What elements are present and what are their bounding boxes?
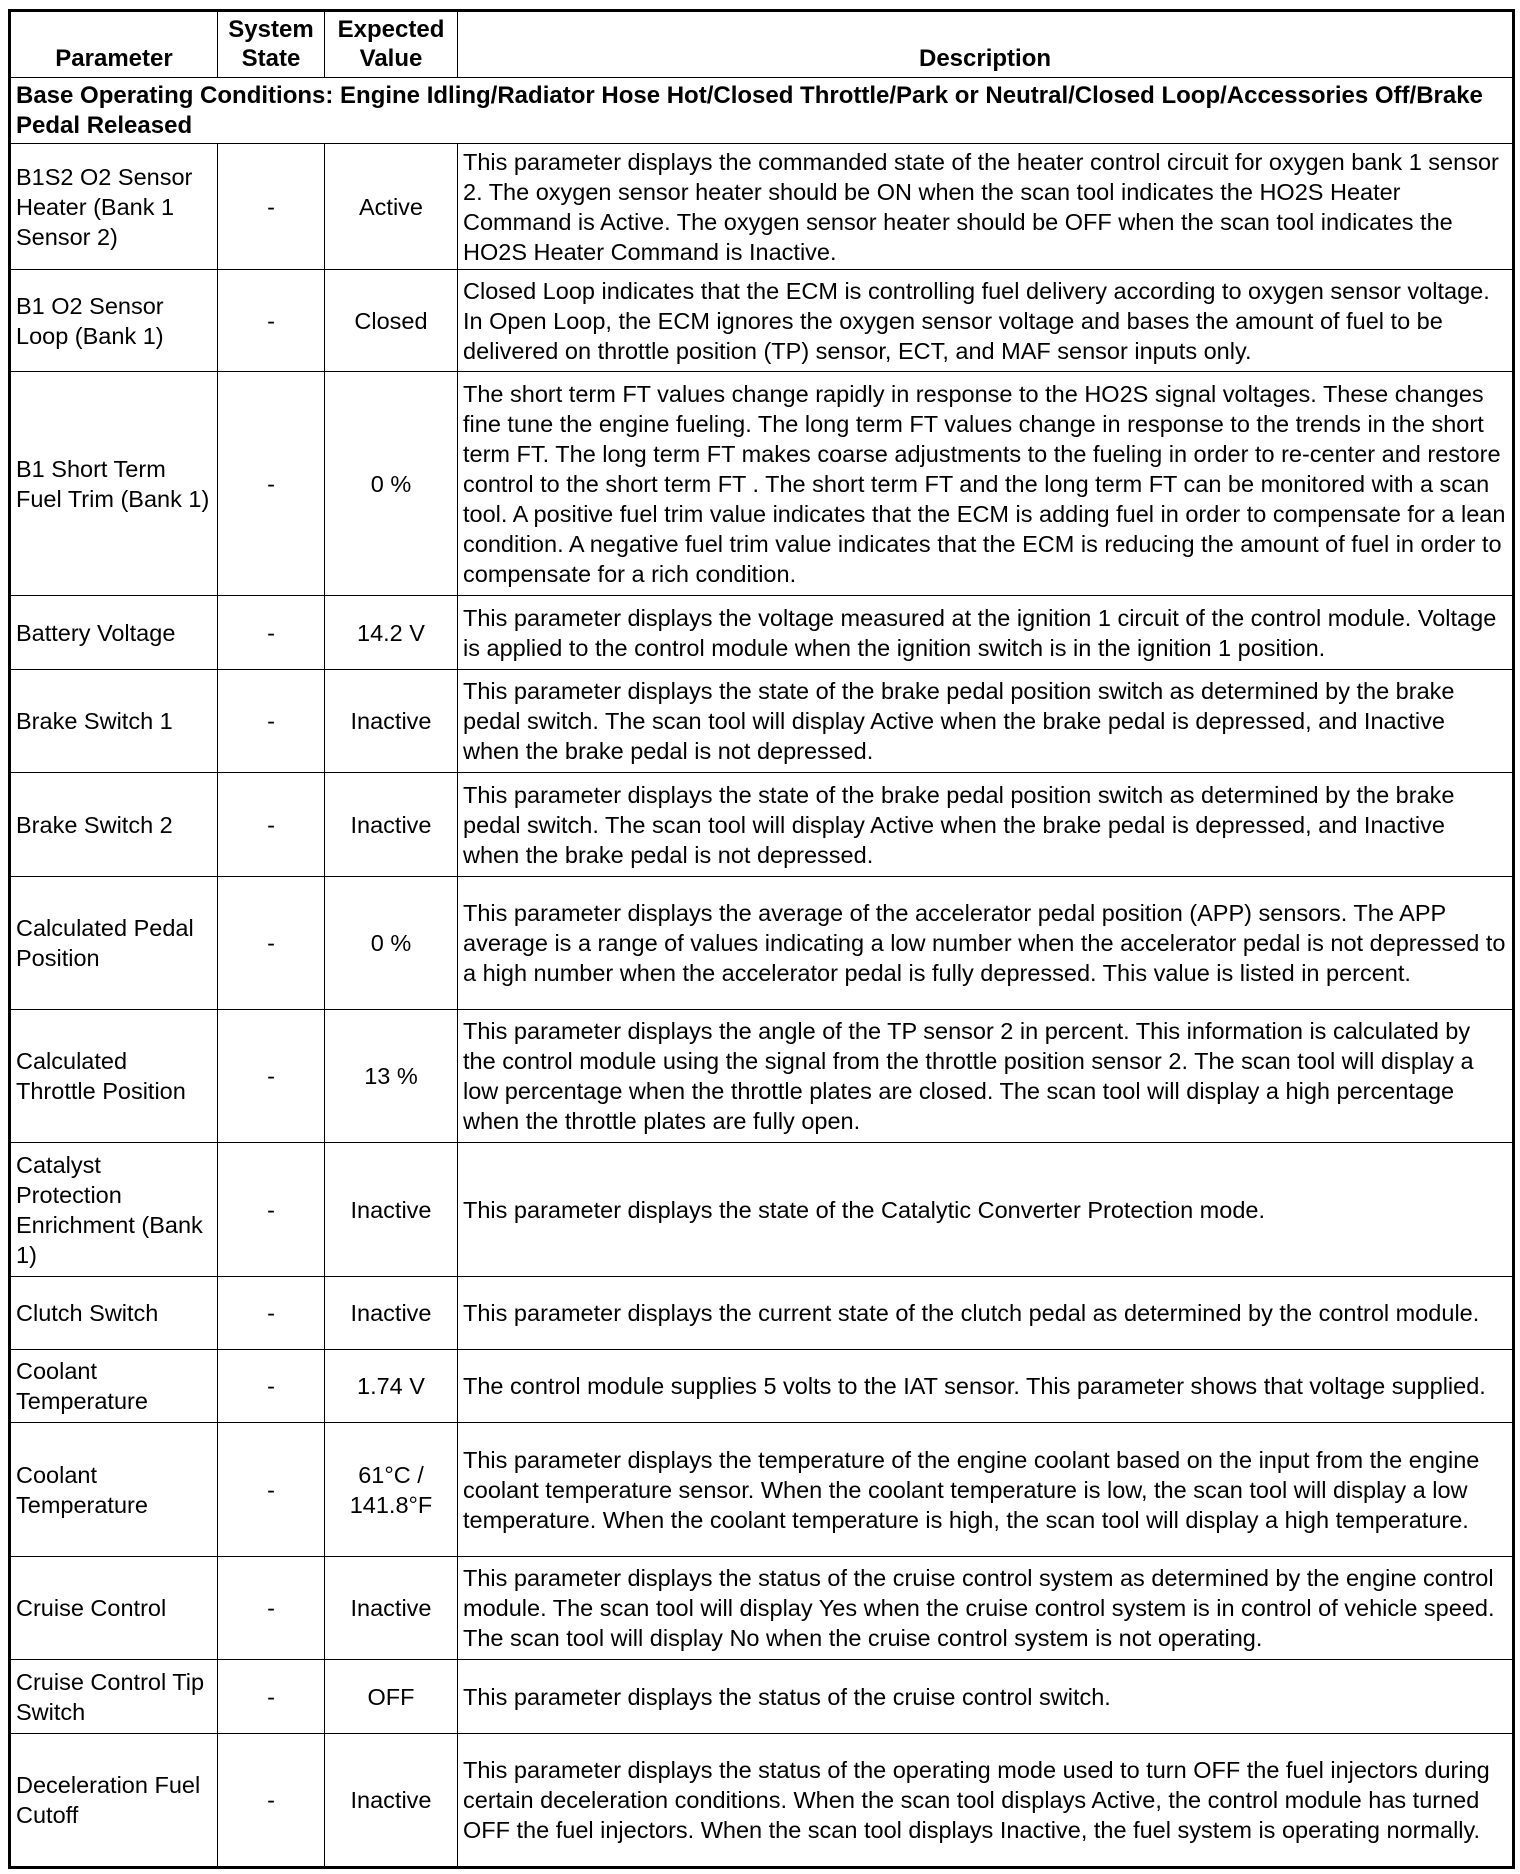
table-row bbox=[10, 144, 1514, 270]
description-cell: This parameter displays the average of the accelerator pedal position (APP) sensors. The APP average is a range of values indicating a low number when the accelerator pedal is not depressed to a high number when the accelerator pedal is fully depressed. This value is listed in percent. bbox=[458, 877, 1514, 1010]
system-state-cell: - bbox=[218, 372, 325, 596]
system-state-cell: - bbox=[218, 1557, 325, 1660]
description-cell: This parameter displays the temperature of the engine coolant based on the input from the engine coolant temperature sensor. When the coolant temperature is low, the scan tool will display a low temperature. When the coolant temperature is high, the scan tool will display a high temperature. bbox=[458, 1423, 1514, 1557]
system-state-cell: - bbox=[218, 270, 325, 372]
description-cell: Closed Loop indicates that the ECM is controlling fuel delivery according to oxygen sensor voltage. In Open Loop, the ECM ignores the oxygen sensor voltage and bases the amount of fuel to be delivered on throttle position (TP) sensor, ECT, and MAF sensor inputs only. bbox=[458, 270, 1514, 372]
expected-value-cell: 0 % bbox=[325, 877, 458, 1010]
system-state-cell: - bbox=[218, 877, 325, 1010]
expected-value-cell: Inactive bbox=[325, 1143, 458, 1277]
system-state-cell: - bbox=[218, 773, 325, 877]
description-cell: This parameter displays the voltage measured at the ignition 1 circuit of the control module. Voltage is applied to the control module when the ignition switch is in the ignition 1 position. bbox=[458, 596, 1514, 670]
system-state-cell: - bbox=[218, 1734, 325, 1868]
description-cell: This parameter displays the status of the cruise control system as determined by the engine control module. The scan tool will display Yes when the cruise control system is in control of vehicle speed. The scan tool will display No when the cruise control system is not operating. bbox=[458, 1557, 1514, 1660]
table-row bbox=[10, 877, 1514, 1010]
system-state-cell: - bbox=[218, 1350, 325, 1423]
system-state-cell: - bbox=[218, 1010, 325, 1143]
description-cell: The short term FT values change rapidly in response to the HO2S signal voltages. These changes fine tune the engine fueling. The long term FT values change in response to the trends in the short term FT. The long term FT makes coarse adjustments to the fueling in order to re-center and restore control to the short term FT . The short term FT and the long term FT can be monitored with a scan tool. A positive fuel trim value indicates that the ECM is adding fuel in order to compensate for a lean condition. A negative fuel trim value indicates that the ECM is reducing the amount of fuel in order to compensate for a rich condition. bbox=[458, 372, 1514, 596]
expected-value-cell: 13 % bbox=[325, 1010, 458, 1143]
system-state-cell: - bbox=[218, 596, 325, 670]
description-cell: The control module supplies 5 volts to the IAT sensor. This parameter shows that voltage supplied. bbox=[458, 1350, 1514, 1423]
system-state-cell: - bbox=[218, 1660, 325, 1734]
table-row bbox=[10, 372, 1514, 596]
expected-value-cell: Inactive bbox=[325, 1277, 458, 1350]
base-operating-conditions: Base Operating Conditions: Engine Idling/Radiator Hose Hot/Closed Throttle/Park or Neutral/Closed Loop/Accessories Off/Brake Pedal Released bbox=[10, 78, 1514, 144]
parameter-cell: Coolant Temperature bbox=[10, 1423, 218, 1557]
system-state-cell: - bbox=[218, 1143, 325, 1277]
expected-value-cell: Active bbox=[325, 144, 458, 270]
header-parameter: Parameter bbox=[10, 11, 218, 78]
parameter-cell: Calculated Throttle Position bbox=[10, 1010, 218, 1143]
parameter-cell: Brake Switch 2 bbox=[10, 773, 218, 877]
table-row bbox=[10, 1734, 1514, 1868]
description-cell: This parameter displays the state of the brake pedal position switch as determined by the brake pedal switch. The scan tool will display Active when the brake pedal is depressed, and Inactive when the brake pedal is not depressed. bbox=[458, 670, 1514, 773]
expected-value-cell: Closed bbox=[325, 270, 458, 372]
system-state-cell: - bbox=[218, 144, 325, 270]
parameter-cell: Cruise Control bbox=[10, 1557, 218, 1660]
header-system-state: System State bbox=[218, 11, 325, 78]
description-cell: This parameter displays the status of the operating mode used to turn OFF the fuel injectors during certain deceleration conditions. When the scan tool displays Active, the control module has turned OFF the fuel injectors. When the scan tool displays Inactive, the fuel system is operating normally. bbox=[458, 1734, 1514, 1868]
expected-value-cell: Inactive bbox=[325, 1557, 458, 1660]
table-row bbox=[10, 596, 1514, 670]
system-state-cell: - bbox=[218, 670, 325, 773]
parameter-table bbox=[8, 9, 1515, 1869]
expected-value-cell: 14.2 V bbox=[325, 596, 458, 670]
table-row bbox=[10, 1143, 1514, 1277]
description-cell: This parameter displays the status of the cruise control switch. bbox=[458, 1660, 1514, 1734]
table-row bbox=[10, 1660, 1514, 1734]
table-row bbox=[10, 1350, 1514, 1423]
parameter-cell: Coolant Temperature bbox=[10, 1350, 218, 1423]
parameter-cell: Calculated Pedal Position bbox=[10, 877, 218, 1010]
expected-value-cell: 0 % bbox=[325, 372, 458, 596]
expected-value-cell: Inactive bbox=[325, 670, 458, 773]
description-cell: This parameter displays the state of the brake pedal position switch as determined by the brake pedal switch. The scan tool will display Active when the brake pedal is depressed, and Inactive when the brake pedal is not depressed. bbox=[458, 773, 1514, 877]
parameter-cell: B1S2 O2 Sensor Heater (Bank 1 Sensor 2) bbox=[10, 144, 218, 270]
header-description: Description bbox=[458, 11, 1514, 78]
system-state-cell: - bbox=[218, 1423, 325, 1557]
conditions-row bbox=[10, 78, 1514, 144]
description-cell: This parameter displays the state of the Catalytic Converter Protection mode. bbox=[458, 1143, 1514, 1277]
expected-value-cell: Inactive bbox=[325, 1734, 458, 1868]
expected-value-cell: 61°C / 141.8°F bbox=[325, 1423, 458, 1557]
header-expected-value: Expected Value bbox=[325, 11, 458, 78]
parameter-cell: Catalyst Protection Enrichment (Bank 1) bbox=[10, 1143, 218, 1277]
expected-value-cell: Inactive bbox=[325, 773, 458, 877]
header-row bbox=[10, 11, 1514, 78]
table-row bbox=[10, 270, 1514, 372]
parameter-cell: B1 O2 Sensor Loop (Bank 1) bbox=[10, 270, 218, 372]
table-row bbox=[10, 1010, 1514, 1143]
expected-value-cell: 1.74 V bbox=[325, 1350, 458, 1423]
description-cell: This parameter displays the angle of the TP sensor 2 in percent. This information is calculated by the control module using the signal from the throttle position sensor 2. The scan tool will display a low percentage when the throttle plates are closed. The scan tool will display a high percentage when the throttle plates are fully open. bbox=[458, 1010, 1514, 1143]
parameter-cell: Battery Voltage bbox=[10, 596, 218, 670]
parameter-cell: Brake Switch 1 bbox=[10, 670, 218, 773]
parameter-cell: B1 Short Term Fuel Trim (Bank 1) bbox=[10, 372, 218, 596]
system-state-cell: - bbox=[218, 1277, 325, 1350]
table-row bbox=[10, 773, 1514, 877]
description-cell: This parameter displays the current state of the clutch pedal as determined by the control module. bbox=[458, 1277, 1514, 1350]
expected-value-cell: OFF bbox=[325, 1660, 458, 1734]
table-row bbox=[10, 670, 1514, 773]
table-row bbox=[10, 1423, 1514, 1557]
description-cell: This parameter displays the commanded state of the heater control circuit for oxygen bank 1 sensor 2. The oxygen sensor heater should be ON when the scan tool indicates the HO2S Heater Command is Active. The oxygen sensor heater should be OFF when the scan tool indicates the HO2S Heater Command is Inactive. bbox=[458, 144, 1514, 270]
table-row bbox=[10, 1557, 1514, 1660]
parameter-cell: Deceleration Fuel Cutoff bbox=[10, 1734, 218, 1868]
parameter-cell: Cruise Control Tip Switch bbox=[10, 1660, 218, 1734]
table-row bbox=[10, 1277, 1514, 1350]
parameter-cell: Clutch Switch bbox=[10, 1277, 218, 1350]
